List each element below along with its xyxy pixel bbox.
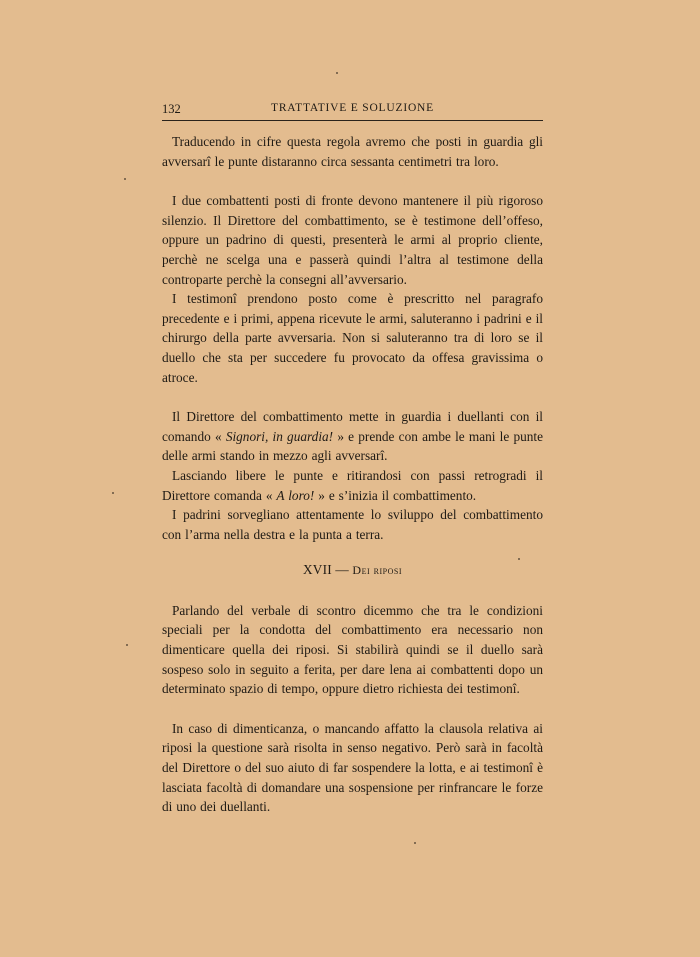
paragraph-spacer	[162, 699, 543, 719]
paragraph-4-after: » e prende con ambe le mani le punte delle armi stando in mezzo agli avversarî.	[162, 428, 544, 464]
paragraph-1: Traducendo in cifre questa regola avremo che posti in guardia gli avversarî le punte distaranno circa sessanta centimetri tra loro.	[162, 134, 543, 169]
paragraph-4-before: Il Direttore del combattimento mette in guardia i duellanti con il comando «	[162, 409, 543, 444]
paper-speck	[124, 178, 126, 180]
paragraph-3: I testimonî prendono posto come è prescritto nel paragrafo precedente e i primi, appena ricevute le armi, saluteranno i padrini e il chirurgo della parte avversaria. Non si saluteranno tra di loro se il duello che sta per succedere fu provocato da offesa gravissima o atroce.	[162, 291, 543, 385]
page-number: 132	[162, 102, 181, 116]
paragraph-2: I due combattenti posti di fronte devono mantenere il più rigoroso silenzio. Il Direttore del combattimento, se è testimone dell’offeso, oppure un padrino di questi, presenterà le armi al proprio cliente, perchè ne scelga una e passerà quindi l’altra al testimone della controparte perchè la consegni all’avversario.	[162, 193, 543, 287]
paragraph-5-before: Lasciando libere le punte e ritirandosi con passi retrogradi il Direttore comanda «	[162, 467, 543, 503]
paper-speck	[126, 644, 128, 646]
paper-speck	[414, 842, 416, 844]
paragraph-8: In caso di dimenticanza, o mancando affatto la clausola relativa ai riposi la questione sarà risolta in senso negativo. Però sarà in facoltà del Direttore o del suo aiuto di far sospendere la lotta, e ai testimonî è lasciata facoltà di domandare una sospensione per rinfrancare le forze di uno dei duellanti.	[162, 720, 543, 815]
section-title: Dei riposi	[352, 563, 402, 578]
paper-speck	[112, 492, 114, 494]
paragraph-4	[162, 407, 543, 466]
paper-speck	[518, 558, 520, 560]
running-title: TRATTATIVE E SOLUZIONE	[271, 102, 434, 114]
page-header	[162, 100, 543, 121]
paragraph-4-command: Signori, in guardia!	[225, 428, 334, 444]
paragraph-5	[162, 466, 543, 505]
paragraph-5-command: A loro!	[276, 487, 315, 503]
section-number: XVII —	[303, 562, 353, 578]
paper-speck	[336, 72, 338, 74]
paragraph-spacer	[162, 387, 543, 407]
paragraph-6: I padrini sorvegliano attentamente lo sviluppo del combattimento con l’arma nella destra e la punta a terra.	[162, 507, 543, 542]
paragraph-spacer	[162, 171, 543, 191]
paragraph-7: Parlando del verbale di scontro dicemmo che tra le condizioni speciali per la condotta del combattimento era necessario non dimenticare quella dei riposi. Si stabilirà quindi se il duello sarà sospeso solo in seguito a ferita, per dare lena ai combattenti dopo un determinato spazio di tempo, oppure dietro richiesta dei testimonî.	[162, 602, 543, 697]
section-spacer	[162, 581, 543, 601]
section-heading	[162, 560, 543, 581]
section-spacer	[162, 544, 543, 560]
body-text	[162, 132, 543, 817]
paragraph-5-after: » e s’inizia il combattimento.	[314, 487, 477, 503]
